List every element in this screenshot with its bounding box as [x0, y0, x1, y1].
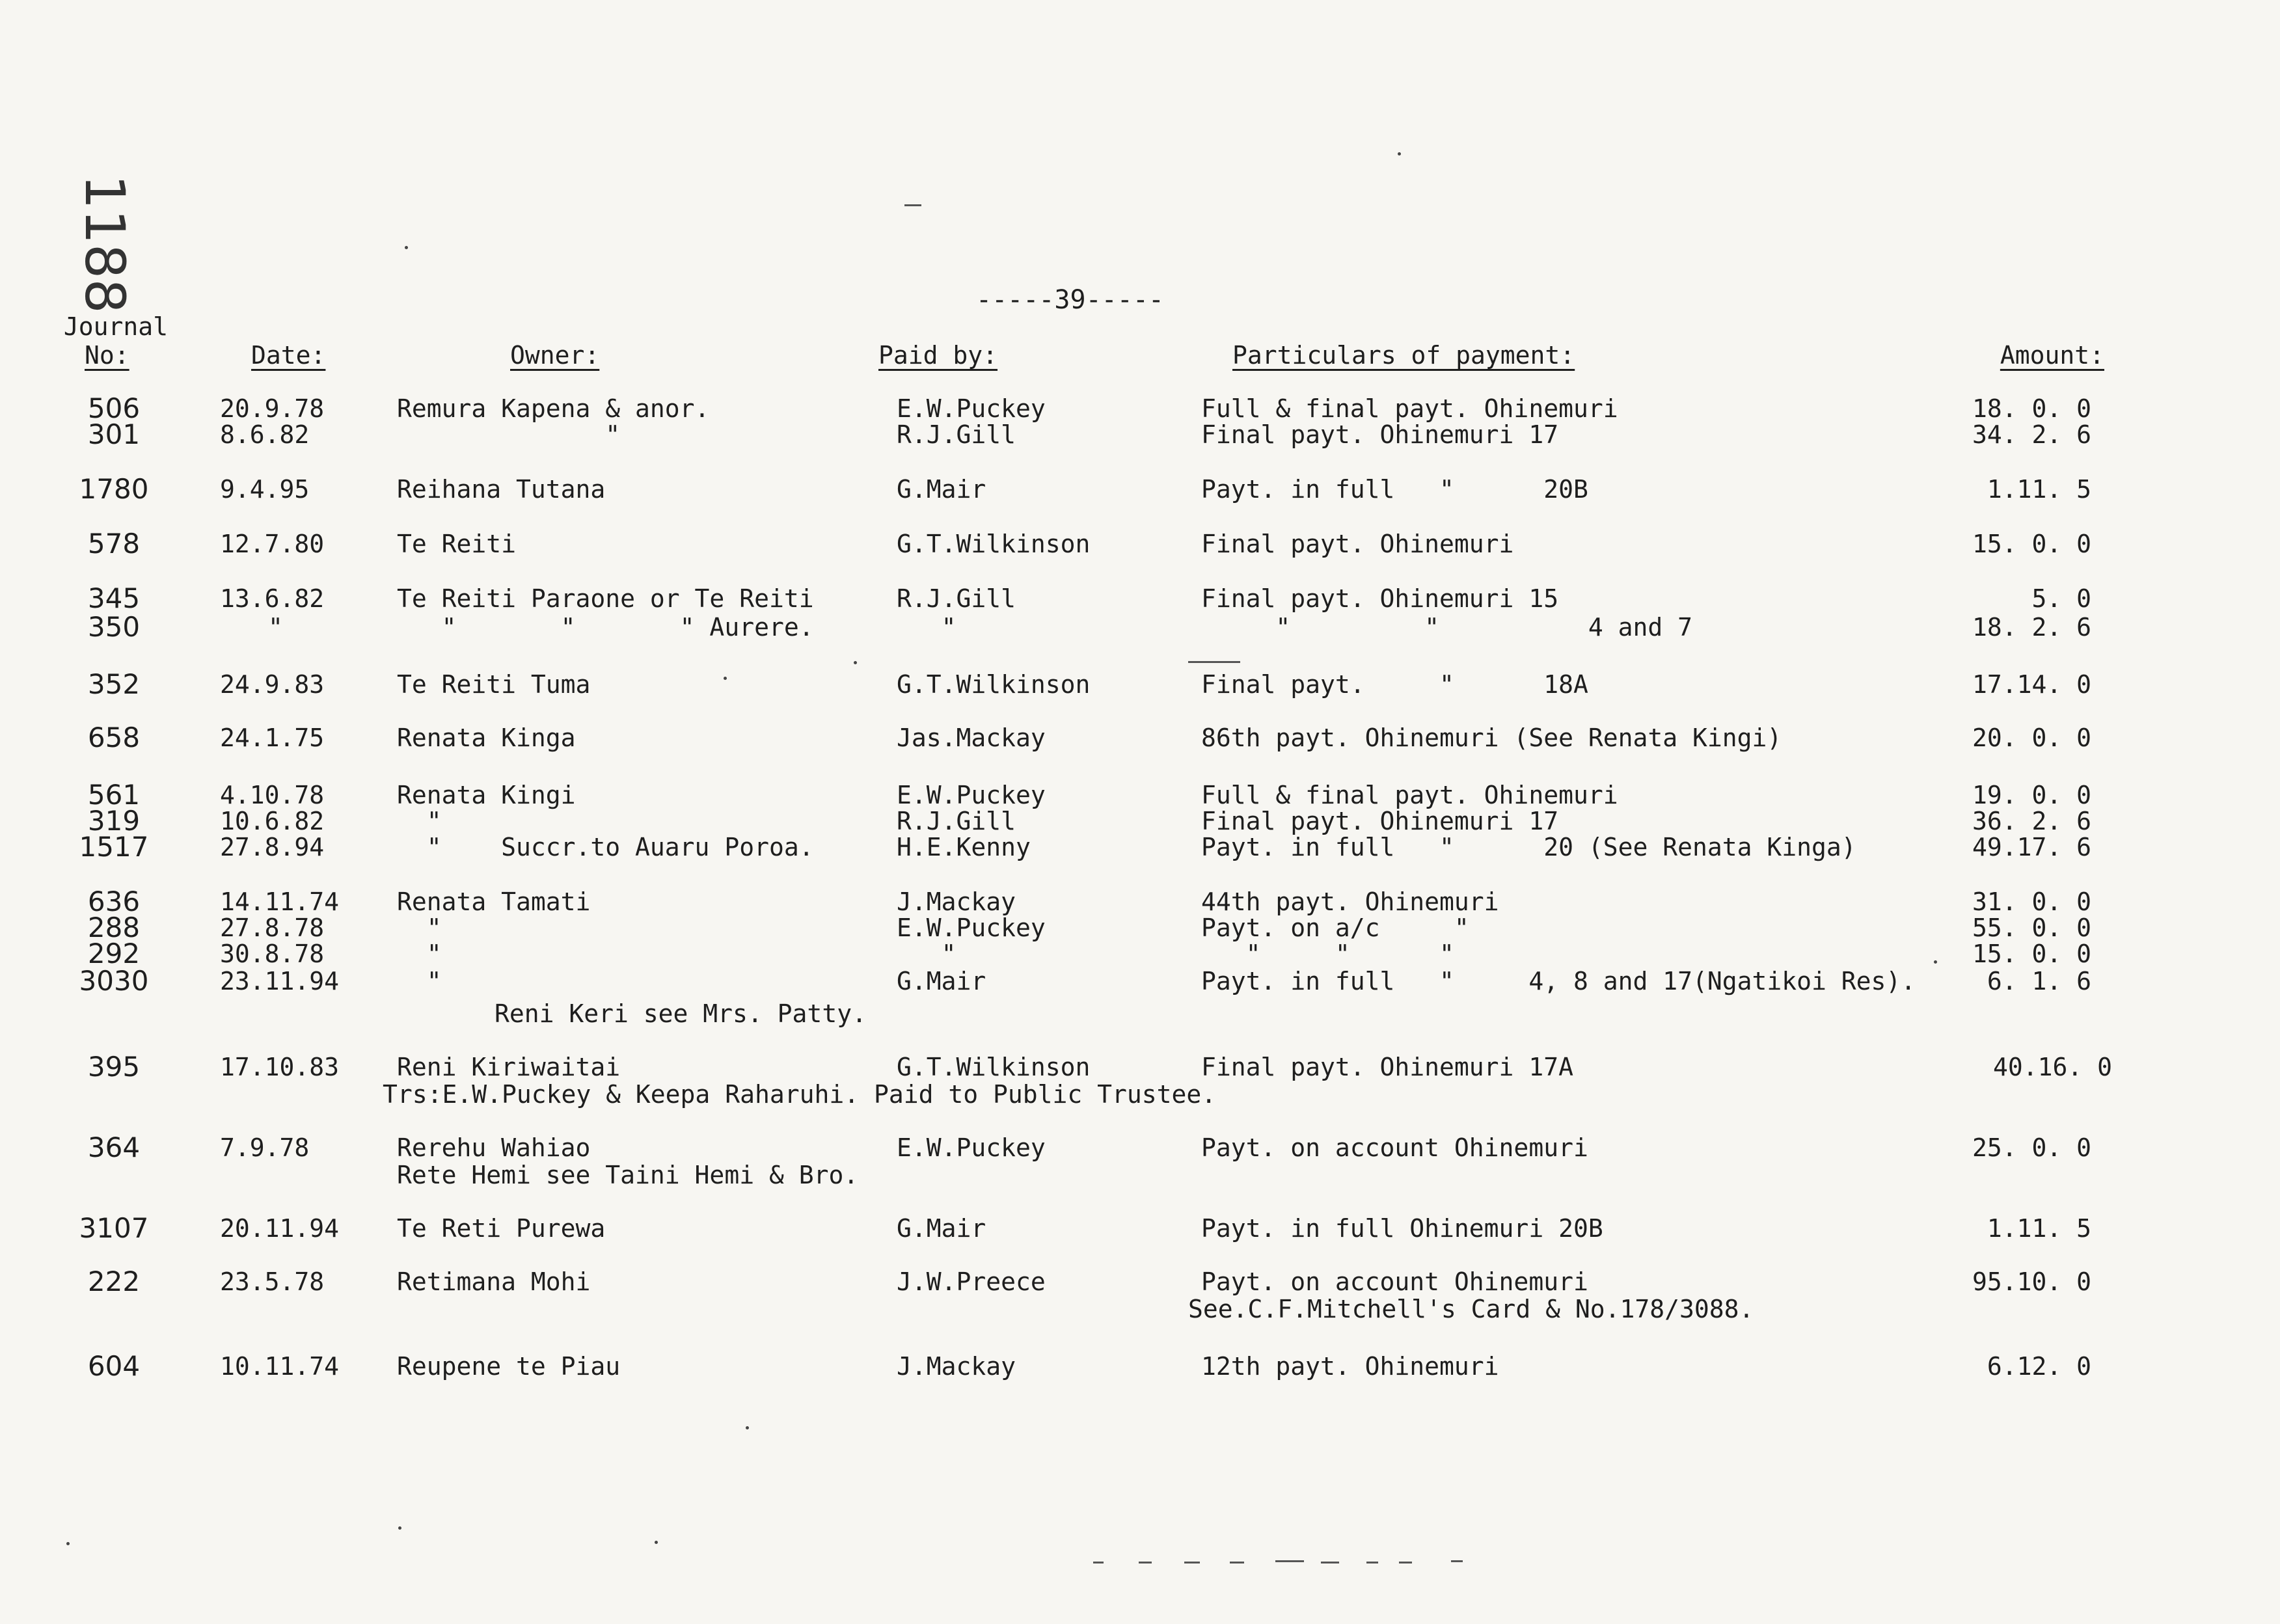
header-journal-top: Journal — [63, 312, 169, 341]
paid-by: J.Mackay — [897, 1352, 1016, 1381]
paid-by: H.E.Kenny — [897, 833, 1031, 861]
amount: 15. 0. 0 — [1972, 530, 2091, 558]
particulars: Final payt. " 18A — [1201, 670, 1588, 699]
date: 8.6.82 — [220, 420, 310, 449]
particulars: Final payt. Ohinemuri 17A — [1201, 1053, 1573, 1081]
scan-mark — [1321, 1562, 1339, 1563]
journal-no: 561 — [87, 779, 141, 811]
scan-speck — [1398, 152, 1401, 156]
journal-no: 292 — [87, 938, 141, 969]
date: 20.11.94 — [220, 1214, 340, 1243]
amount: 55. 0. 0 — [1972, 914, 2091, 942]
journal-no: 3107 — [79, 1212, 149, 1244]
paid-by: E.W.Puckey — [897, 1133, 1046, 1162]
owner: Remura Kapena & anor. — [397, 394, 710, 423]
amount: 6.12. 0 — [1987, 1352, 2091, 1381]
particulars: 86th payt. Ohinemuri (See Renata Kingi) — [1201, 724, 1782, 752]
cross-reference-note: Reni Keri see Mrs. Patty. — [495, 999, 867, 1028]
paid-by: R.J.Gill — [897, 420, 1016, 449]
owner: " — [397, 807, 442, 835]
amount: 19. 0. 0 — [1972, 781, 2091, 809]
paid-by: Jas.Mackay — [897, 724, 1046, 752]
date: 10.6.82 — [220, 807, 325, 835]
scan-speck — [746, 1426, 749, 1429]
paid-by: G.T.Wilkinson — [897, 1053, 1091, 1081]
paid-by: E.W.Puckey — [897, 914, 1046, 942]
owner: Renata Kinga — [397, 724, 576, 752]
owner: " — [397, 914, 442, 942]
journal-no: 658 — [87, 722, 141, 753]
paid-by: E.W.Puckey — [897, 394, 1046, 423]
journal-no: 395 — [87, 1051, 141, 1083]
date: " — [268, 613, 283, 642]
particulars: " " " — [1201, 940, 1454, 968]
date: 17.10.83 — [220, 1053, 340, 1081]
particulars: Final payt. Ohinemuri 15 — [1201, 584, 1559, 613]
particulars: Final payt. Ohinemuri 17 — [1201, 807, 1559, 835]
particulars: Payt. on account Ohinemuri — [1201, 1133, 1588, 1162]
owner: Te Reti Purewa — [397, 1214, 606, 1243]
journal-no: 1780 — [79, 473, 149, 505]
owner: " " " Aurere. — [397, 613, 814, 642]
scan-mark — [1230, 1562, 1244, 1563]
date: 7.9.78 — [220, 1133, 310, 1162]
paid-by: G.T.Wilkinson — [897, 670, 1091, 699]
particulars: Payt. in full Ohinemuri 20B — [1201, 1214, 1603, 1243]
scan-mark — [904, 204, 921, 206]
owner: Rerehu Wahiao — [397, 1133, 591, 1162]
amount: 31. 0. 0 — [1972, 887, 2091, 916]
amount: 6. 1. 6 — [1987, 967, 2091, 995]
particulars: " " 4 and 7 — [1201, 613, 1692, 642]
journal-no: 301 — [87, 418, 141, 450]
particulars: 12th payt. Ohinemuri — [1201, 1352, 1499, 1381]
date: 23.5.78 — [220, 1267, 325, 1296]
scan-speck — [398, 1526, 401, 1530]
date: 9.4.95 — [220, 475, 310, 504]
amount: 5. 0 — [2031, 584, 2091, 613]
journal-no: 636 — [87, 886, 141, 917]
scan-speck — [854, 661, 857, 664]
scan-mark — [1451, 1560, 1463, 1562]
journal-no: 578 — [87, 528, 141, 560]
header-date: Date: — [251, 341, 326, 370]
paid-by: R.J.Gill — [897, 584, 1016, 613]
particulars: Full & final payt. Ohinemuri — [1201, 394, 1618, 423]
owner: " Succr.to Auaru Poroa. — [397, 833, 814, 861]
amount: 49.17. 6 — [1972, 833, 2091, 861]
owner: Te Reiti — [397, 530, 517, 558]
handwritten-margin-note: 1188 — [73, 174, 137, 314]
owner: " — [397, 967, 442, 995]
card-reference-note: See.C.F.Mitchell's Card & No.178/3088. — [1188, 1295, 1754, 1323]
journal-no: 3030 — [79, 965, 149, 997]
particulars: Payt. in full " 20B — [1201, 475, 1588, 504]
owner: Reni Kiriwaitai — [397, 1053, 621, 1081]
journal-no: 345 — [87, 582, 141, 614]
scan-speck — [405, 246, 408, 249]
paid-by: " — [897, 613, 957, 642]
journal-no: 288 — [87, 912, 141, 943]
journal-no: 350 — [87, 611, 141, 643]
particulars: Full & final payt. Ohinemuri — [1201, 781, 1618, 809]
journal-no: 352 — [87, 668, 141, 700]
trustee-note: Trs:E.W.Puckey & Keepa Raharuhi. Paid to Public Trustee. — [383, 1080, 1217, 1109]
journal-no: 222 — [87, 1265, 141, 1297]
date: 24.9.83 — [220, 670, 325, 699]
paid-by: J.Mackay — [897, 887, 1016, 916]
journal-no: 319 — [87, 805, 141, 837]
particulars: Payt. on a/c " — [1201, 914, 1469, 942]
date: 27.8.94 — [220, 833, 325, 861]
paid-by: G.T.Wilkinson — [897, 530, 1091, 558]
paid-by: G.Mair — [897, 475, 986, 504]
amount: 34. 2. 6 — [1972, 420, 2091, 449]
owner: Reupene te Piau — [397, 1352, 621, 1381]
journal-no: 1517 — [79, 831, 149, 863]
paid-by: R.J.Gill — [897, 807, 1016, 835]
header-owner: Owner: — [510, 341, 600, 370]
date: 27.8.78 — [220, 914, 325, 942]
date: 23.11.94 — [220, 967, 340, 995]
header-paid-by: Paid by: — [878, 341, 998, 370]
amount: 36. 2. 6 — [1972, 807, 2091, 835]
scan-speck — [655, 1541, 658, 1544]
date: 13.6.82 — [220, 584, 325, 613]
amount: 1.11. 5 — [1987, 475, 2091, 504]
journal-no: 364 — [87, 1131, 141, 1163]
particulars: 44th payt. Ohinemuri — [1201, 887, 1499, 916]
amount: 40.16. 0 — [1992, 1053, 2112, 1081]
header-particulars: Particulars of payment: — [1232, 341, 1575, 370]
owner: Reihana Tutana — [397, 475, 606, 504]
scan-mark — [1139, 1562, 1152, 1563]
amount: 20. 0. 0 — [1972, 724, 2091, 752]
scan-mark — [1093, 1562, 1104, 1563]
particulars: Final payt. Ohinemuri — [1201, 530, 1514, 558]
journal-no: 604 — [87, 1350, 141, 1382]
particulars: Payt. in full " 20 (See Renata Kinga) — [1201, 833, 1856, 861]
owner: Retimana Mohi — [397, 1267, 591, 1296]
amount: 25. 0. 0 — [1972, 1133, 2091, 1162]
scan-mark — [1399, 1562, 1412, 1563]
page-number: -----39----- — [976, 285, 1164, 315]
header-journal-no: No: — [85, 341, 129, 370]
owner: Te Reiti Paraone or Te Reiti — [397, 584, 814, 613]
cross-reference-note: Rete Hemi see Taini Hemi & Bro. — [397, 1161, 859, 1189]
paid-by: J.W.Preece — [897, 1267, 1046, 1296]
scan-mark — [1275, 1560, 1304, 1562]
divider — [1188, 661, 1240, 663]
paid-by: E.W.Puckey — [897, 781, 1046, 809]
date: 20.9.78 — [220, 394, 325, 423]
owner: Te Reiti Tuma — [397, 670, 591, 699]
owner: " — [397, 940, 442, 968]
date: 10.11.74 — [220, 1352, 340, 1381]
journal-no: 506 — [87, 392, 141, 424]
particulars: Payt. in full " 4, 8 and 17(Ngatikoi Res). — [1201, 967, 1916, 995]
amount: 95.10. 0 — [1972, 1267, 2091, 1296]
amount: 15. 0. 0 — [1972, 940, 2091, 968]
header-amount: Amount: — [2000, 341, 2104, 370]
owner: Renata Kingi — [397, 781, 576, 809]
date: 30.8.78 — [220, 940, 325, 968]
scan-speck — [724, 677, 727, 680]
particulars: Final payt. Ohinemuri 17 — [1201, 420, 1559, 449]
amount: 1.11. 5 — [1987, 1214, 2091, 1243]
amount: 18. 2. 6 — [1972, 613, 2091, 642]
amount: 18. 0. 0 — [1972, 394, 2091, 423]
owner: Renata Tamati — [397, 887, 591, 916]
date: 24.1.75 — [220, 724, 325, 752]
date: 14.11.74 — [220, 887, 340, 916]
paid-by: G.Mair — [897, 1214, 986, 1243]
scan-mark — [1366, 1562, 1378, 1563]
scan-speck — [1934, 960, 1937, 964]
owner: " — [397, 420, 621, 449]
scan-mark — [1184, 1562, 1200, 1563]
date: 4.10.78 — [220, 781, 325, 809]
paid-by: G.Mair — [897, 967, 986, 995]
date: 12.7.80 — [220, 530, 325, 558]
scan-speck — [66, 1542, 70, 1545]
paid-by: " — [897, 940, 957, 968]
amount: 17.14. 0 — [1972, 670, 2091, 699]
particulars: Payt. on account Ohinemuri — [1201, 1267, 1588, 1296]
